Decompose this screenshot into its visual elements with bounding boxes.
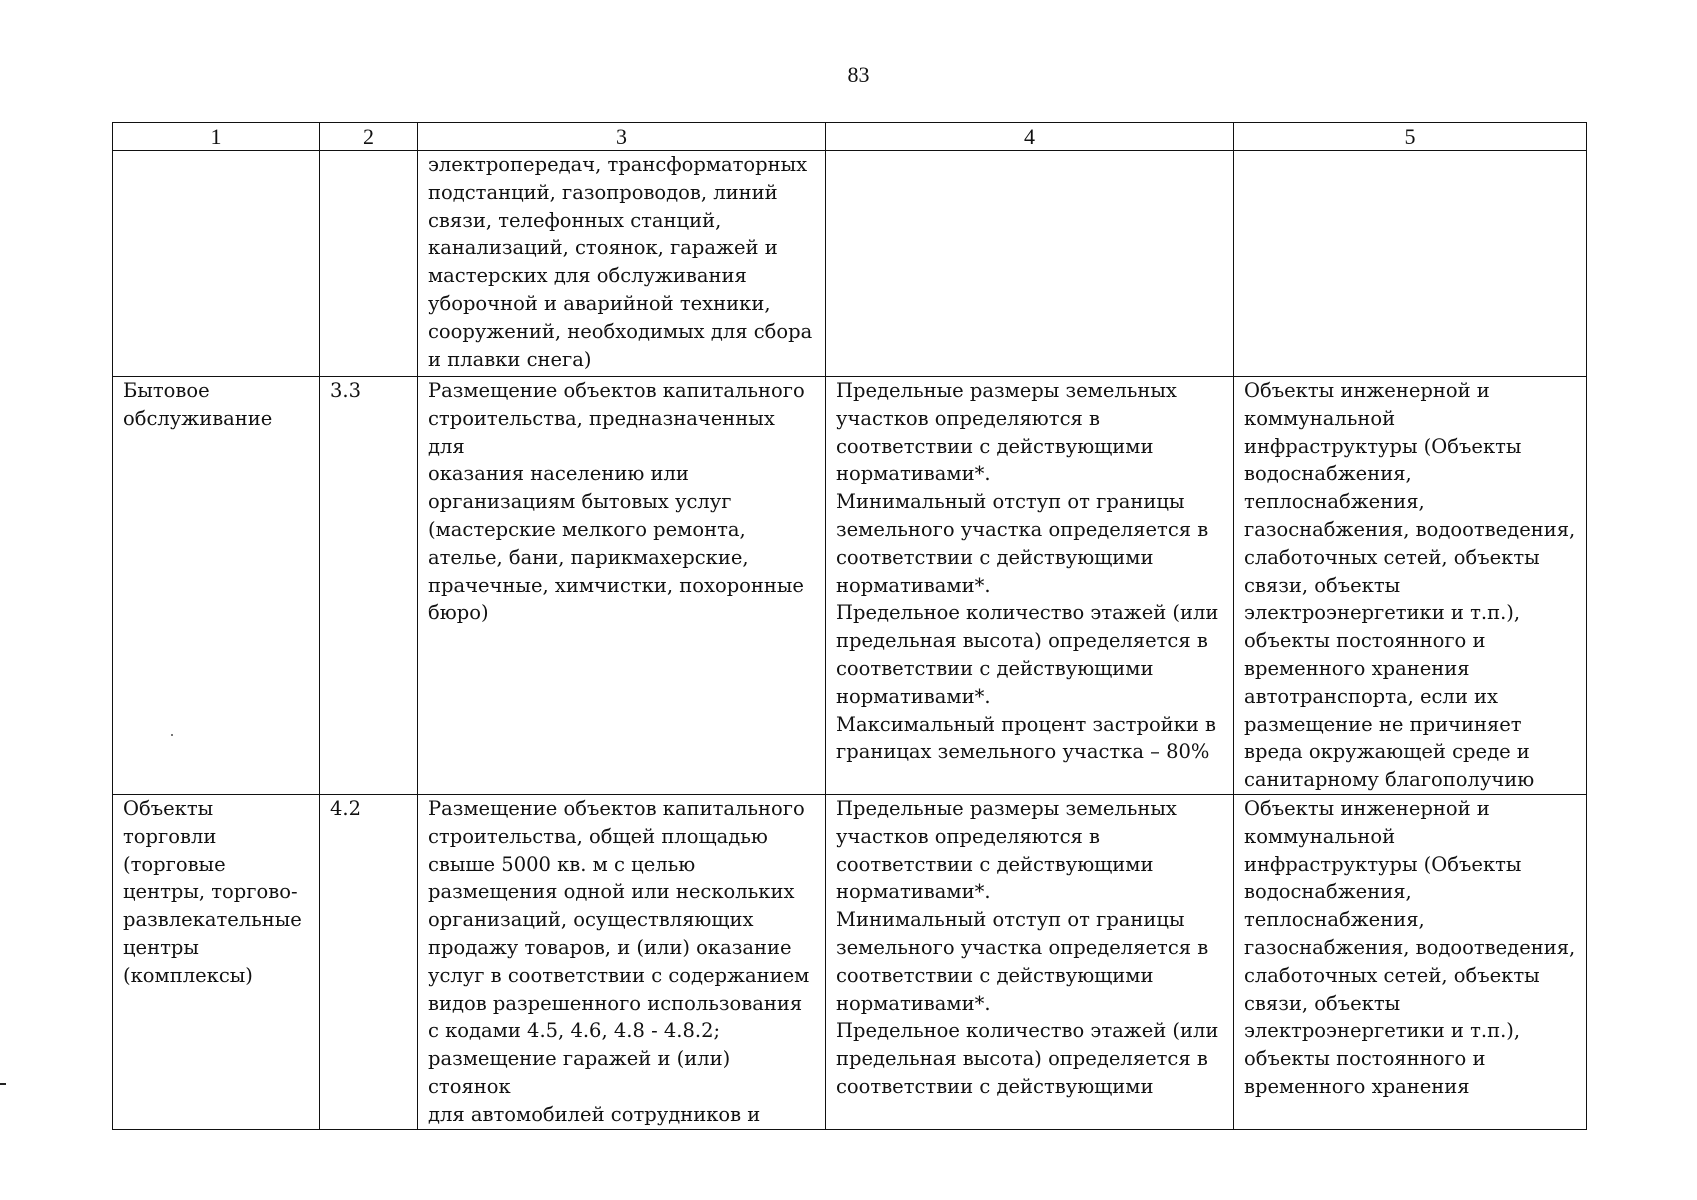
parameters-cell [826,151,1234,377]
auxiliary-uses-cell: Объекты инженерной и коммунальной инфраструктуры (Объекты водоснабжения, теплоснабжения, газоснабжения, водоотведения, слаботочных сетей, объекты связи, объекты электроэнергетики и т.п.), объекты постоянного и временного хранения автотранспорта, если их размещение не причиняет вреда окружающей среде и санитарному благополучию [1234,377,1587,795]
use-description-cell: Размещение объектов капитального строительства, предназначенных для оказания населению или организациям бытовых услуг (мастерские мелкого ремонта, ателье, бани, парикмахерские, прачечные, химчистки, похоронные бюро) [418,377,826,795]
table-row [113,151,1587,377]
column-header-2: 2 [320,123,418,151]
use-code-cell: 3.3 [320,377,418,795]
parameters-cell: Предельные размеры земельных участков определяются в соответствии с действующими нормативами*. Минимальный отступ от границы земельного участка определяется в соответствии с действующими нормативами*. Предельное количество этажей (или предельная высота) определяется в соответствии с действующими [826,794,1234,1129]
column-header-5: 5 [1234,123,1587,151]
table-header-row [113,123,1587,151]
use-code-cell [320,151,418,377]
use-description-cell: электропередач, трансформаторных подстанций, газопроводов, линий связи, телефонных станций, канализаций, стоянок, гаражей и мастерских для обслуживания уборочной и аварийной техники, сооружений, необходимых для сбора и плавки снега) [418,151,826,377]
scan-speck [171,734,173,736]
use-code-cell: 4.2 [320,794,418,1129]
table-row [113,377,1587,795]
column-header-1: 1 [113,123,320,151]
use-description-cell: Размещение объектов капитального строительства, общей площадью свыше 5000 кв. м с целью размещения одной или нескольких организаций, осуществляющих продажу товаров, и (или) оказание услуг в соответствии с содержанием видов разрешенного использования с кодами 4.5, 4.6, 4.8 - 4.8.2; размещение гаражей и (или) стоянок для автомобилей сотрудников и [418,794,826,1129]
table-row [113,794,1587,1129]
auxiliary-uses-cell [1234,151,1587,377]
parameters-cell: Предельные размеры земельных участков определяются в соответствии с действующими нормативами*. Минимальный отступ от границы земельного участка определяется в соответствии с действующими нормативами*. Предельное количество этажей (или предельная высота) определяется в соответствии с действующими нормативами*. Максимальный процент застройки в границах земельного участка – 80% [826,377,1234,795]
scan-margin-mark [0,1083,6,1085]
auxiliary-uses-cell: Объекты инженерной и коммунальной инфраструктуры (Объекты водоснабжения, теплоснабжения, газоснабжения, водоотведения, слаботочных сетей, объекты связи, объекты электроэнергетики и т.п.), объекты постоянного и временного хранения [1234,794,1587,1129]
use-name-cell: Бытовое обслуживание [113,377,320,795]
column-header-3: 3 [418,123,826,151]
use-name-cell: Объекты торговли (торговые центры, торгово- развлекательные центры (комплексы) [113,794,320,1129]
land-use-table [112,122,1587,1130]
page-number: 83 [847,62,870,87]
column-header-4: 4 [826,123,1234,151]
use-name-cell [113,151,320,377]
